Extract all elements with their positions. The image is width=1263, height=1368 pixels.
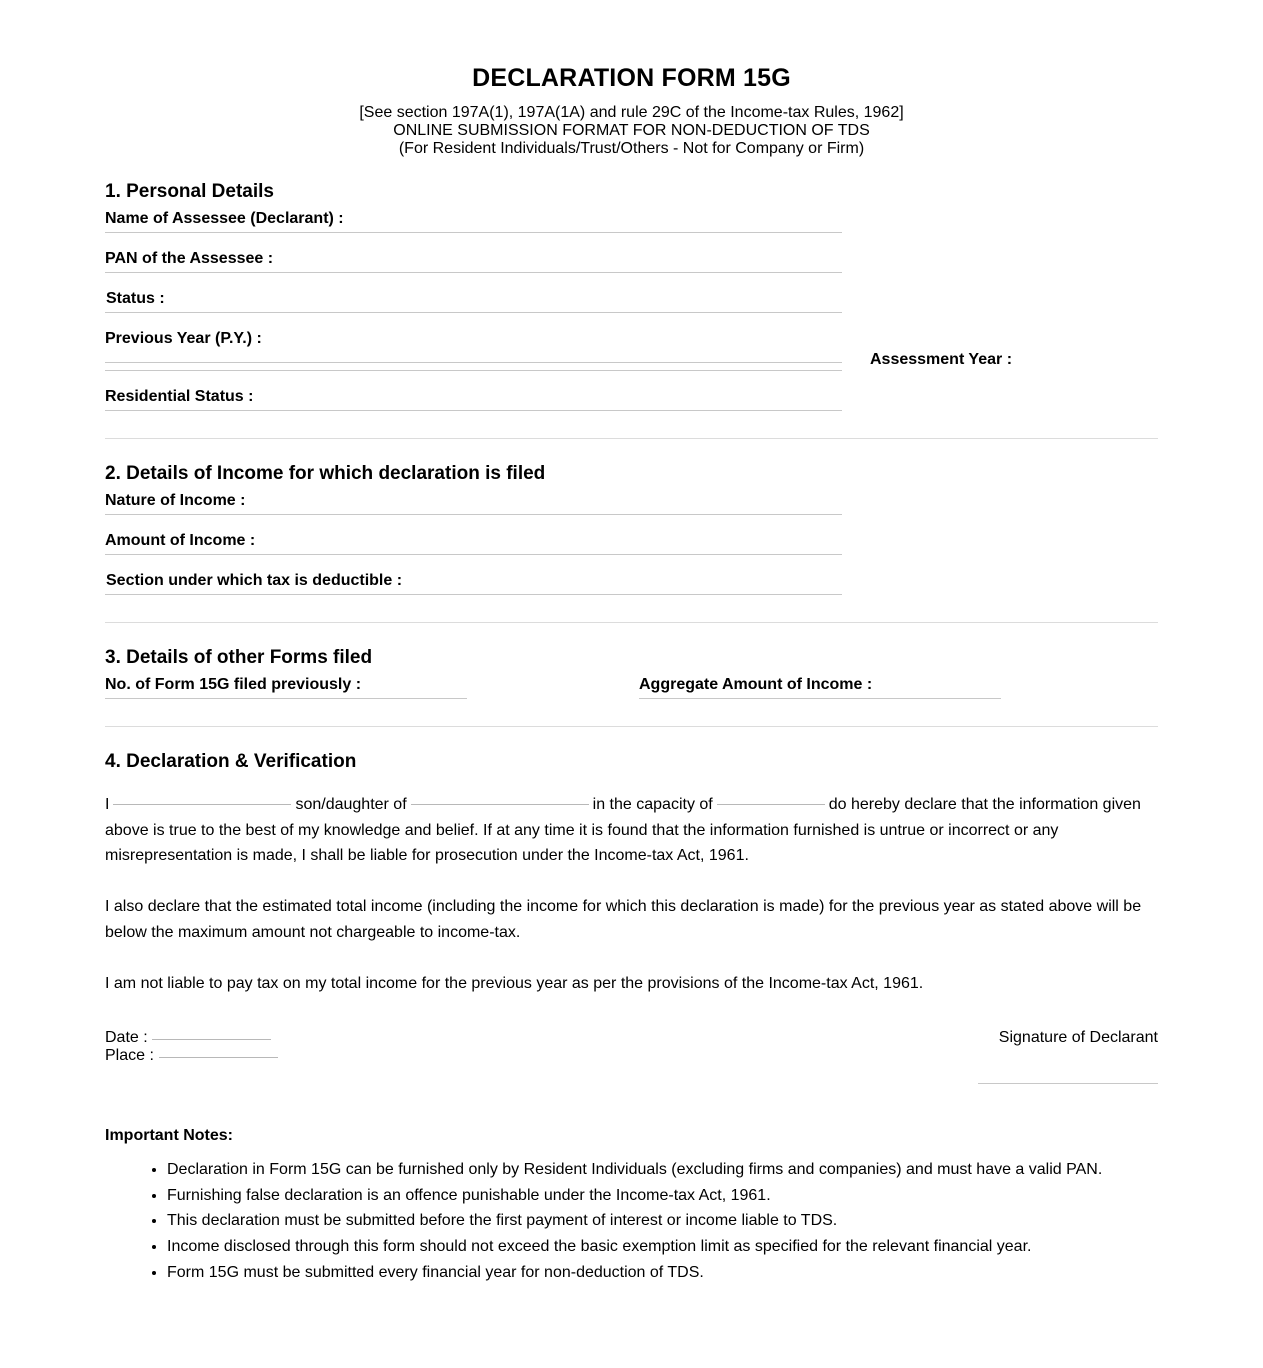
aggregate-income-field[interactable] <box>639 698 1001 699</box>
section-divider <box>105 726 1158 727</box>
list-item: • Form 15G must be submitted every financial year for non-deduction of TDS. <box>167 1260 1102 1286</box>
tax-liability-paragraph: I am not liable to pay tax on my total income for the previous year as per the provisions of the Income-tax Act, 1961. <box>105 975 924 992</box>
parent-name-blank[interactable] <box>411 804 589 805</box>
residential-status-field[interactable] <box>105 410 842 411</box>
signature-label: Signature of Declarant <box>998 1029 1158 1046</box>
declaration-pronoun: I <box>105 796 110 813</box>
name-label: Name of Assessee (Declarant) : <box>105 210 344 227</box>
capacity-blank[interactable] <box>717 804 825 805</box>
name-field[interactable] <box>105 232 842 233</box>
nature-of-income-field[interactable] <box>105 514 842 515</box>
form-applicability: (For Resident Individuals/Trust/Others - Not for Company or Firm) <box>398 140 865 157</box>
assessment-year-label: Assessment Year : <box>870 351 1013 368</box>
important-notes-heading: Important Notes: <box>105 1127 233 1144</box>
declaration-relation: son/daughter of <box>295 796 407 813</box>
important-notes-list <box>105 1157 1102 1286</box>
previous-year-field[interactable] <box>105 362 842 363</box>
declaration-capacity: in the capacity of <box>592 796 713 813</box>
section-other-forms-heading: 3. Details of other Forms filed <box>105 647 373 668</box>
section-divider <box>105 438 1158 439</box>
declaration-paragraph <box>105 792 1158 869</box>
aggregate-income-label: Aggregate Amount of Income : <box>639 676 873 693</box>
forms-filed-count-label: No. of Form 15G filed previously : <box>105 676 362 693</box>
section-divider <box>105 622 1158 623</box>
section-personal-details-heading: 1. Personal Details <box>105 181 274 202</box>
previous-year-label: Previous Year (P.Y.) : <box>105 330 262 347</box>
nature-of-income-label: Nature of Income : <box>105 492 246 509</box>
declarant-name-blank[interactable] <box>113 804 291 805</box>
signature-field[interactable] <box>978 1083 1158 1084</box>
list-item: • This declaration must be submitted before the first payment of interest or income liable to TDS. <box>167 1208 1102 1234</box>
status-field[interactable] <box>105 312 842 313</box>
place-label: Place : <box>105 1047 154 1064</box>
income-declaration-paragraph: I also declare that the estimated total income (including the income for which this declaration is made) for the previous year as stated above will be below the maximum amount not chargeable to income-tax. <box>105 898 1142 941</box>
tax-section-field[interactable] <box>105 594 842 595</box>
list-item: • Income disclosed through this form should not exceed the basic exemption limit as specified for the relevant financial year. <box>167 1234 1102 1260</box>
place-field[interactable] <box>159 1057 278 1058</box>
date-label: Date : <box>105 1029 148 1046</box>
date-field[interactable] <box>152 1039 271 1040</box>
section-declaration-heading: 4. Declaration & Verification <box>105 751 357 772</box>
pan-field[interactable] <box>105 272 842 273</box>
declaration-statement: do hereby declare that the information given above is true to the best of my knowledge and belief. If at any time it is found that the information furnished is untrue or incorrect or any misrepresentation is made, I shall be liable for prosecution under the Income-tax Act, 1961. <box>105 796 1141 864</box>
list-item: • Furnishing false declaration is an offence punishable under the Income-tax Act, 1961. <box>167 1183 1102 1209</box>
amount-of-income-field[interactable] <box>105 554 842 555</box>
form-reference: [See section 197A(1), 197A(1A) and rule 29C of the Income-tax Rules, 1962] <box>359 104 904 121</box>
amount-of-income-label: Amount of Income : <box>105 532 256 549</box>
forms-filed-count-field[interactable] <box>105 698 467 699</box>
residential-status-label: Residential Status : <box>105 388 254 405</box>
list-item: • Declaration in Form 15G can be furnished only by Resident Individuals (excluding firms and companies) and must have a valid PAN. <box>167 1157 1102 1183</box>
section-income-details-heading: 2. Details of Income for which declaration is filed <box>105 463 546 484</box>
form-subtitle: ONLINE SUBMISSION FORMAT FOR NON-DEDUCTION OF TDS <box>393 122 870 139</box>
status-label: Status : <box>106 290 165 307</box>
pan-label: PAN of the Assessee : <box>105 250 274 267</box>
assessment-year-field[interactable] <box>105 370 842 371</box>
tax-section-label: Section under which tax is deductible : <box>106 572 403 589</box>
form-title: DECLARATION FORM 15G <box>472 64 791 92</box>
